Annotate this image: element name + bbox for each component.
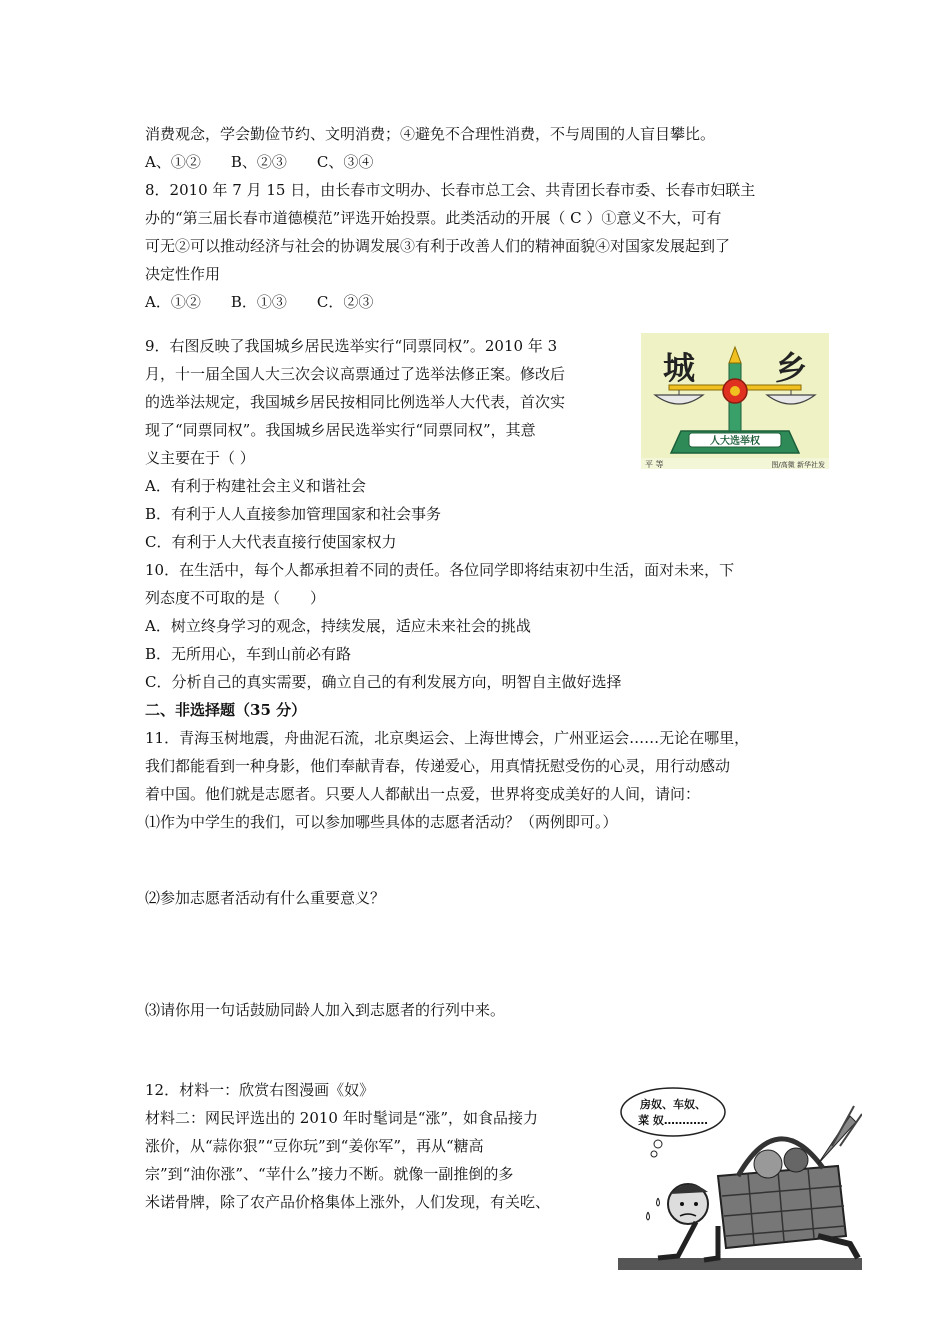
- text-line: 月，十一届全国人大三次会议高票通过了选举法修正案。修改后: [145, 365, 566, 383]
- text-line: 义主要在于（ ）: [145, 449, 255, 467]
- question-12: 12．材料一：欣赏右图漫画《奴》: [145, 1081, 375, 1099]
- option-c: C．有利于人大代表直接行使国家权力: [145, 533, 397, 551]
- slave-cartoon-figure: [618, 1086, 862, 1270]
- sub-question-2: ⑵参加志愿者活动有什么重要意义？: [145, 889, 386, 907]
- text-line: 米诺骨牌，除了农产品价格集体上涨外，人们发现，有关吃、: [145, 1193, 551, 1211]
- text-line: 着中国。他们就是志愿者。只要人人都献出一点爱，世界将变成美好的人间，请问：: [145, 785, 701, 803]
- text-line: 涨价，从“蒜你狠”“豆你玩”到“姜你军”，再从“糖高: [145, 1137, 484, 1155]
- scale-cartoon-figure: [641, 333, 829, 469]
- base-label: 人大选举权: [710, 436, 760, 447]
- text-line: 可无②可以推动经济与社会的协调发展③有利于改善人们的精神面貌④对国家发展起到了: [145, 237, 731, 255]
- option-a: A．有利于构建社会主义和谐社会: [145, 477, 366, 495]
- text-line: 材料二：网民评选出的 2010 年时髦词是“涨”，如食品接力: [145, 1109, 539, 1127]
- bubble-line-1: 房奴、车奴、: [640, 1098, 706, 1111]
- text-line: 现了“同票同权”。我国城乡居民选举实行“同票同权”，其意: [145, 421, 536, 439]
- caption-left: 平 等: [645, 460, 664, 469]
- question-8: 8．2010 年 7 月 15 日，由长春市文明办、长春市总工会、共青团长春市委、长春市妇联主: [145, 181, 756, 199]
- options-line: A、①② B、②③ C、③④: [145, 153, 374, 171]
- text-line: 决定性作用: [145, 265, 221, 283]
- text-line: 办的“第三届长春市道德模范”评选开始投票。此类活动的开展（ C ）①意义不大，可有: [145, 209, 722, 227]
- text-line: 消费观念，学会勤俭节约、文明消费；④避免不合理性消费，不与周围的人盲目攀比。: [145, 125, 716, 143]
- options-line: A．①② B．①③ C．②③: [145, 293, 374, 311]
- city-char: 城: [662, 349, 696, 387]
- question-9: 9．右图反映了我国城乡居民选举实行“同票同权”。2010 年 3: [145, 337, 558, 355]
- text-line: 宗”到“油你涨”、“苹什么”接力不断。就像一副推倒的多: [145, 1165, 514, 1183]
- text-line: 列态度不可取的是（ ）: [145, 589, 326, 607]
- option-c: C．分析自己的真实需要，确立自己的有利发展方向，明智自主做好选择: [145, 673, 622, 691]
- village-char: 乡: [774, 349, 808, 387]
- option-b: B．有利于人人直接参加管理国家和社会事务: [145, 505, 442, 523]
- section-heading: 二、非选择题（35 分）: [145, 701, 307, 719]
- bubble-line-2: 菜 奴…………: [638, 1114, 708, 1127]
- burden-illustration: [618, 1086, 862, 1270]
- option-b: B．无所用心，车到山前必有路: [145, 645, 352, 663]
- question-10: 10．在生活中，每个人都承担着不同的责任。各位同学即将结束初中生活，面对未来，下: [145, 561, 735, 579]
- text-line: 我们都能看到一种身影，他们奉献青春，传递爱心，用真情抚慰受伤的心灵，用行动感动: [145, 757, 731, 775]
- text-line: 的选举法规定，我国城乡居民按相同比例选举人大代表，首次实: [145, 393, 566, 411]
- sub-question-1: ⑴作为中学生的我们，可以参加哪些具体的志愿者活动？（两例即可。）: [145, 813, 618, 831]
- sub-question-3: ⑶请你用一句话鼓励同龄人加入到志愿者的行列中来。: [145, 1001, 506, 1019]
- question-11: 11．青海玉树地震，舟曲泥石流，北京奥运会、上海世博会，广州亚运会……无论在哪里，: [145, 729, 750, 747]
- scale-illustration: [641, 333, 829, 469]
- option-a: A．树立终身学习的观念，持续发展，适应未来社会的挑战: [145, 617, 531, 635]
- caption-right: 图/高微 新华社发: [771, 461, 825, 469]
